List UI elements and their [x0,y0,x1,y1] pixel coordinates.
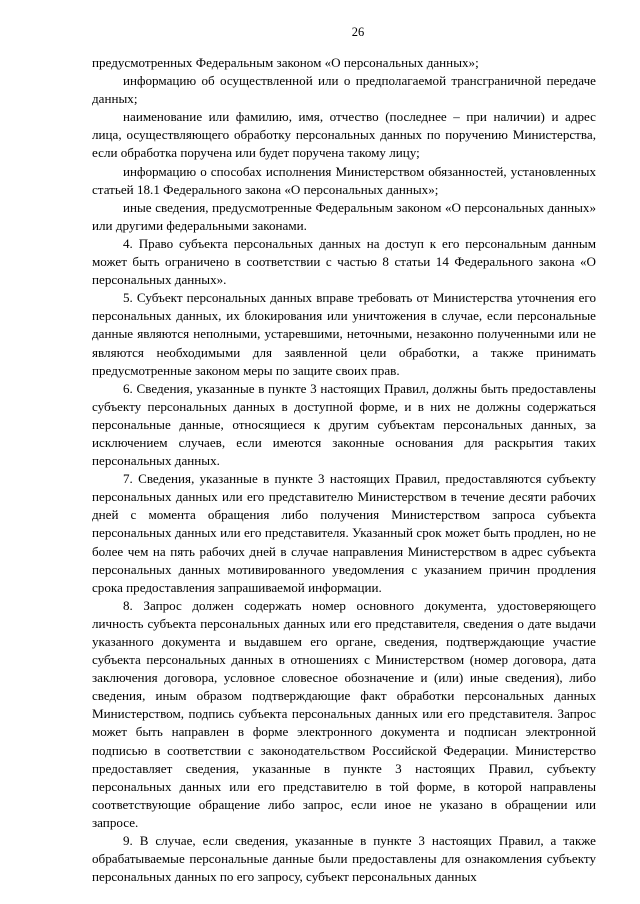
paragraph-item-5: 5. Субъект персональных данных вправе требовать от Министерства уточнения его персональных данных, их блокирования или уничтожения в случае, если персональные данные являются неполными, устаревшими, неточными, незаконно полученными или не являются необходимыми для заявленной цели обработки, а также принимать предусмотренные законом меры по защите своих прав. [92,290,596,378]
paragraph-item-7: 7. Сведения, указанные в пункте 3 настоящих Правил, предоставляются субъекту персональных данных или его представителю Министерством в течение десяти рабочих дней с момента обращения либо получения Министерством запроса субъекта персональных данных или его представителя. Указанный срок может быть продлен, но не более чем на пять рабочих дней в случае направления Министерством в адрес субъекта персональных данных мотивированного уведомления с указанием причин продления срока предоставления запрашиваемой информации. [92,471,596,595]
page-number: 26 [351,25,365,39]
paragraph-obligations-info: информацию о способах исполнения Министерством обязанностей, установленных статьей 18.1 Федерального закона «О персональных данных»; [92,163,596,197]
paragraph-item-9: 9. В случае, если сведения, указанные в пункте 3 настоящих Правил, а также обрабатываемые персональные данные были предоставлены для ознакомления субъекту персональных данных по его запросу, субъект персональных данных [92,833,596,885]
paragraph-item-4: 4. Право субъекта персональных данных на доступ к его персональным данным может быть ограничено в соответствии с частью 8 статьи 14 Федерального закона «О персональных данных». [92,235,596,288]
paragraph-other-info: иные сведения, предусмотренные Федеральным законом «О персональных данных» или другими федеральными законами. [92,199,596,233]
paragraph-continuation: предусмотренных Федеральным законом «О персональных данных»; [92,55,479,70]
paragraph-item-6: 6. Сведения, указанные в пункте 3 настоящих Правил, должны быть предоставлены субъекту персональных данных в доступной форме, и в них не должны содержаться персональные данные, относящиеся к другим субъектам персональных данных, за исключением случаев, если имеются законные основания для раскрытия таких персональных данных. [92,380,596,469]
document-body [92,54,596,886]
paragraph-processor-name: наименование или фамилию, имя, отчество (последнее – при наличии) и адрес лица, осуществляющего обработку персональных данных по поручению Министерства, если обработка поручена или будет поручена такому лицу; [92,109,596,161]
paragraph-item-8: 8. Запрос должен содержать номер основного документа, удостоверяющего личность субъекта персональных данных или его представителя, сведения о дате выдачи указанного документа и выдавшем его органе, сведения, подтверждающие участие субъекта персональных данных в отношениях с Министерством (номер договора, дата заключения договора, условное словесное обозначение и (или) иные сведения), либо сведения, иным образом подтверждающие факт обработки персональных данных Министерством, подпись субъекта персональных данных или его представителя. Запрос может быть направлен в форме электронного документа и подписан электронной подписью в соответствии с законодательством Российской Федерации. Министерство предоставляет сведения, указанные в пункте 3 настоящих Правил, субъекту персональных данных или его представителю в той форме, в которой направлены соответствующие обращение либо запрос, если иное не указано в обращении или запросе. [92,597,596,830]
paragraph-crossborder-info: информацию об осуществленной или о предполагаемой трансграничной передаче данных; [92,73,596,107]
